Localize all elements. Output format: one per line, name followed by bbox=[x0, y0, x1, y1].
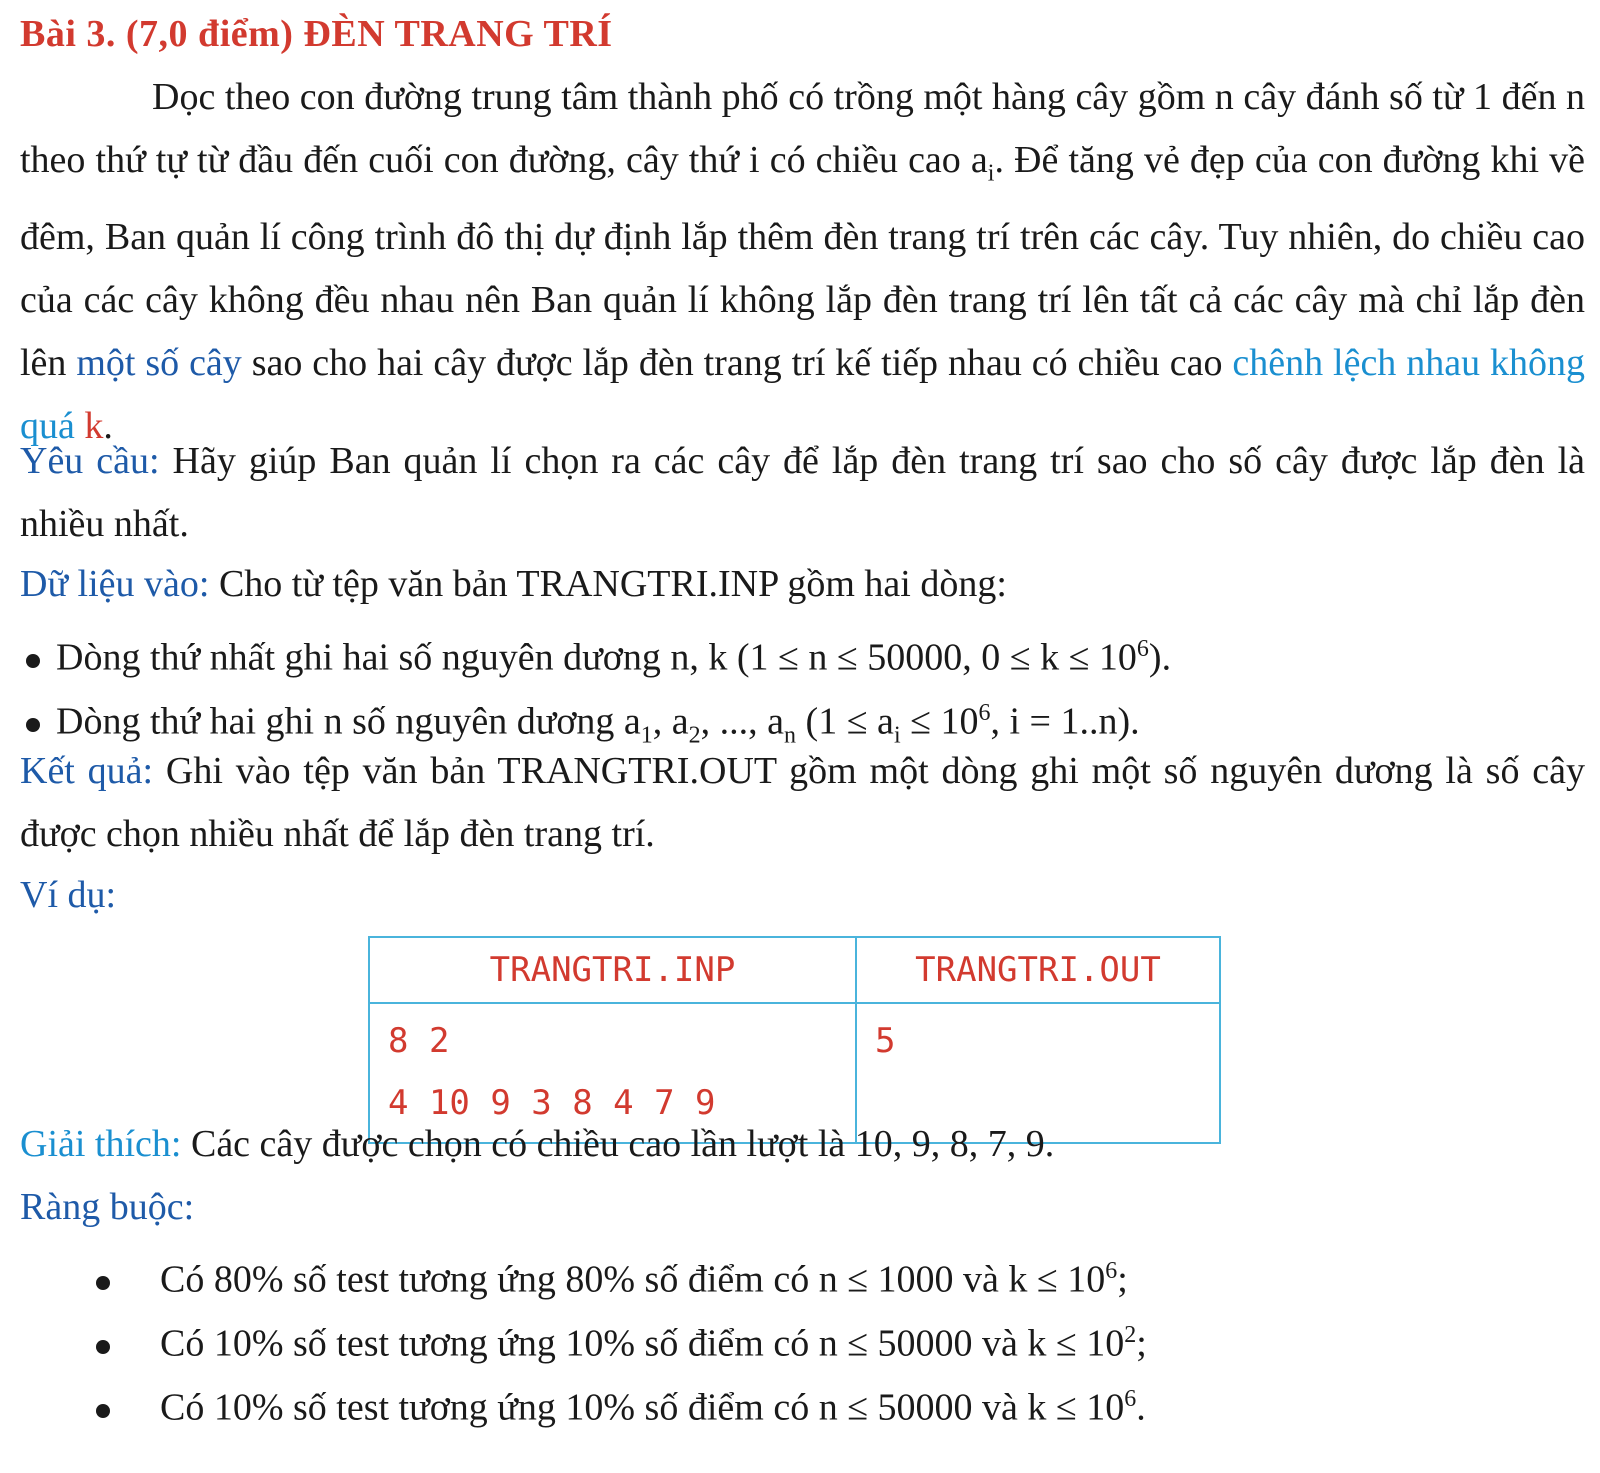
constraint-item bbox=[90, 1304, 1147, 1376]
input-bullet-2-c: , ..., a bbox=[700, 700, 785, 743]
output-text: Ghi vào tệp văn bản TRANGTRI.OUT gồm một dòng ghi một số nguyên dương là số cây được chọn nhiều nhất để lắp đèn trang trí. bbox=[20, 750, 1585, 855]
example-output-line: 5 bbox=[875, 1021, 896, 1061]
superscript: 2 bbox=[1124, 1322, 1137, 1348]
intro-paragraph bbox=[20, 66, 1585, 458]
subscript: n bbox=[784, 722, 797, 749]
example-input-line: 8 2 bbox=[388, 1021, 450, 1061]
header-out: TRANGTRI.OUT bbox=[856, 937, 1220, 1003]
input-bullet-2-b: , a bbox=[652, 700, 689, 743]
problem-title: Bài 3. (7,0 điểm) ĐÈN TRANG TRÍ bbox=[20, 13, 613, 55]
example-table-header-row bbox=[369, 937, 1220, 1003]
input-label: Dữ liệu vào: bbox=[20, 563, 210, 605]
output-section bbox=[20, 740, 1585, 866]
intro-text-2: . Để tăng vẻ đẹp của con đường khi về đêm, Ban quản lí công trình đô thị dự định lắp thêm đèn trang trí trên các cây. Tuy nhiên, do chiều cao của các cây không đều nhau nên Ban quản lí không lắp đèn trang trí lên tất cả các cây mà chỉ lắp đèn lên bbox=[20, 139, 1585, 384]
superscript: 6 bbox=[1124, 1386, 1137, 1412]
highlight-difference: chênh lệch nhau không quá bbox=[20, 341, 1585, 447]
input-bullet-2-e: ≤ 10 bbox=[900, 700, 979, 743]
highlight-k: k bbox=[84, 404, 104, 447]
constraint-end: ; bbox=[1136, 1322, 1147, 1365]
example-label: Ví dụ: bbox=[20, 874, 117, 916]
explanation-label: Giải thích: bbox=[20, 1123, 182, 1165]
bullet-icon bbox=[26, 654, 40, 668]
constraint-end: . bbox=[1136, 1386, 1146, 1429]
constraint-text: Có 80% số test tương ứng 80% số điểm có n ≤ 1000 và k ≤ 10 bbox=[160, 1258, 1106, 1301]
subscript-i: i bbox=[987, 160, 995, 187]
intro-text-4: . bbox=[103, 404, 113, 447]
bullet-icon bbox=[96, 1276, 110, 1290]
requirement-label: Yêu cầu: bbox=[20, 440, 160, 482]
requirement-text: Hãy giúp Ban quản lí chọn ra các cây để lắp đèn trang trí sao cho số cây được lắp đèn là nhiều nhất. bbox=[20, 440, 1585, 545]
intro-text-3: sao cho hai cây được lắp đèn trang trí kế tiếp nhau có chiều cao bbox=[241, 341, 1233, 384]
subscript: i bbox=[893, 722, 901, 749]
input-bullet-2-a: Dòng thứ hai ghi n số nguyên dương a bbox=[56, 700, 641, 743]
constraint-item bbox=[90, 1240, 1128, 1312]
input-bullet-1-text: Dòng thứ nhất ghi hai số nguyên dương n, k (1 ≤ n ≤ 50000, 0 ≤ k ≤ 10 bbox=[56, 636, 1137, 679]
constraint-item bbox=[90, 1368, 1146, 1440]
intro-text-1: Dọc theo con đường trung tâm thành phố có trồng một hàng cây gồm n cây đánh số từ 1 đến n theo thứ tự từ đầu đến cuối con đường, cây thứ i có chiều cao a bbox=[20, 76, 1585, 181]
superscript: 6 bbox=[978, 700, 991, 726]
superscript: 6 bbox=[1105, 1258, 1118, 1284]
example-heading bbox=[20, 864, 1585, 927]
highlight-some-trees: một số cây bbox=[76, 341, 242, 384]
bullet-icon bbox=[96, 1340, 110, 1354]
superscript: 6 bbox=[1136, 636, 1149, 662]
output-label: Kết quả: bbox=[20, 750, 154, 792]
input-text: Cho từ tệp văn bản TRANGTRI.INP gồm hai dòng: bbox=[209, 563, 1007, 605]
constraint-text: Có 10% số test tương ứng 10% số điểm có n ≤ 50000 và k ≤ 10 bbox=[160, 1386, 1125, 1429]
requirement-section bbox=[20, 430, 1585, 556]
explanation-text: Các cây được chọn có chiều cao lần lượt là 10, 9, 8, 7, 9. bbox=[181, 1123, 1055, 1165]
constraints-heading bbox=[20, 1176, 1585, 1239]
constraint-text: Có 10% số test tương ứng 10% số điểm có n ≤ 50000 và k ≤ 10 bbox=[160, 1322, 1125, 1365]
subscript: 2 bbox=[688, 722, 701, 749]
input-bullet-2-d: (1 ≤ a bbox=[796, 700, 894, 743]
header-inp: TRANGTRI.INP bbox=[369, 937, 856, 1003]
bullet-icon bbox=[26, 718, 40, 732]
explanation-section bbox=[20, 1113, 1585, 1176]
input-bullet-1 bbox=[20, 618, 1171, 690]
constraints-label: Ràng buộc: bbox=[20, 1186, 195, 1228]
input-section bbox=[20, 553, 1585, 616]
subscript: 1 bbox=[640, 722, 653, 749]
input-bullet-2-f: , i = 1..n). bbox=[990, 700, 1140, 743]
constraint-end: ; bbox=[1117, 1258, 1128, 1301]
input-bullet-1-end: ). bbox=[1148, 636, 1172, 679]
example-input-line: 4 10 9 3 8 4 7 9 bbox=[388, 1083, 716, 1123]
bullet-icon bbox=[96, 1404, 110, 1418]
